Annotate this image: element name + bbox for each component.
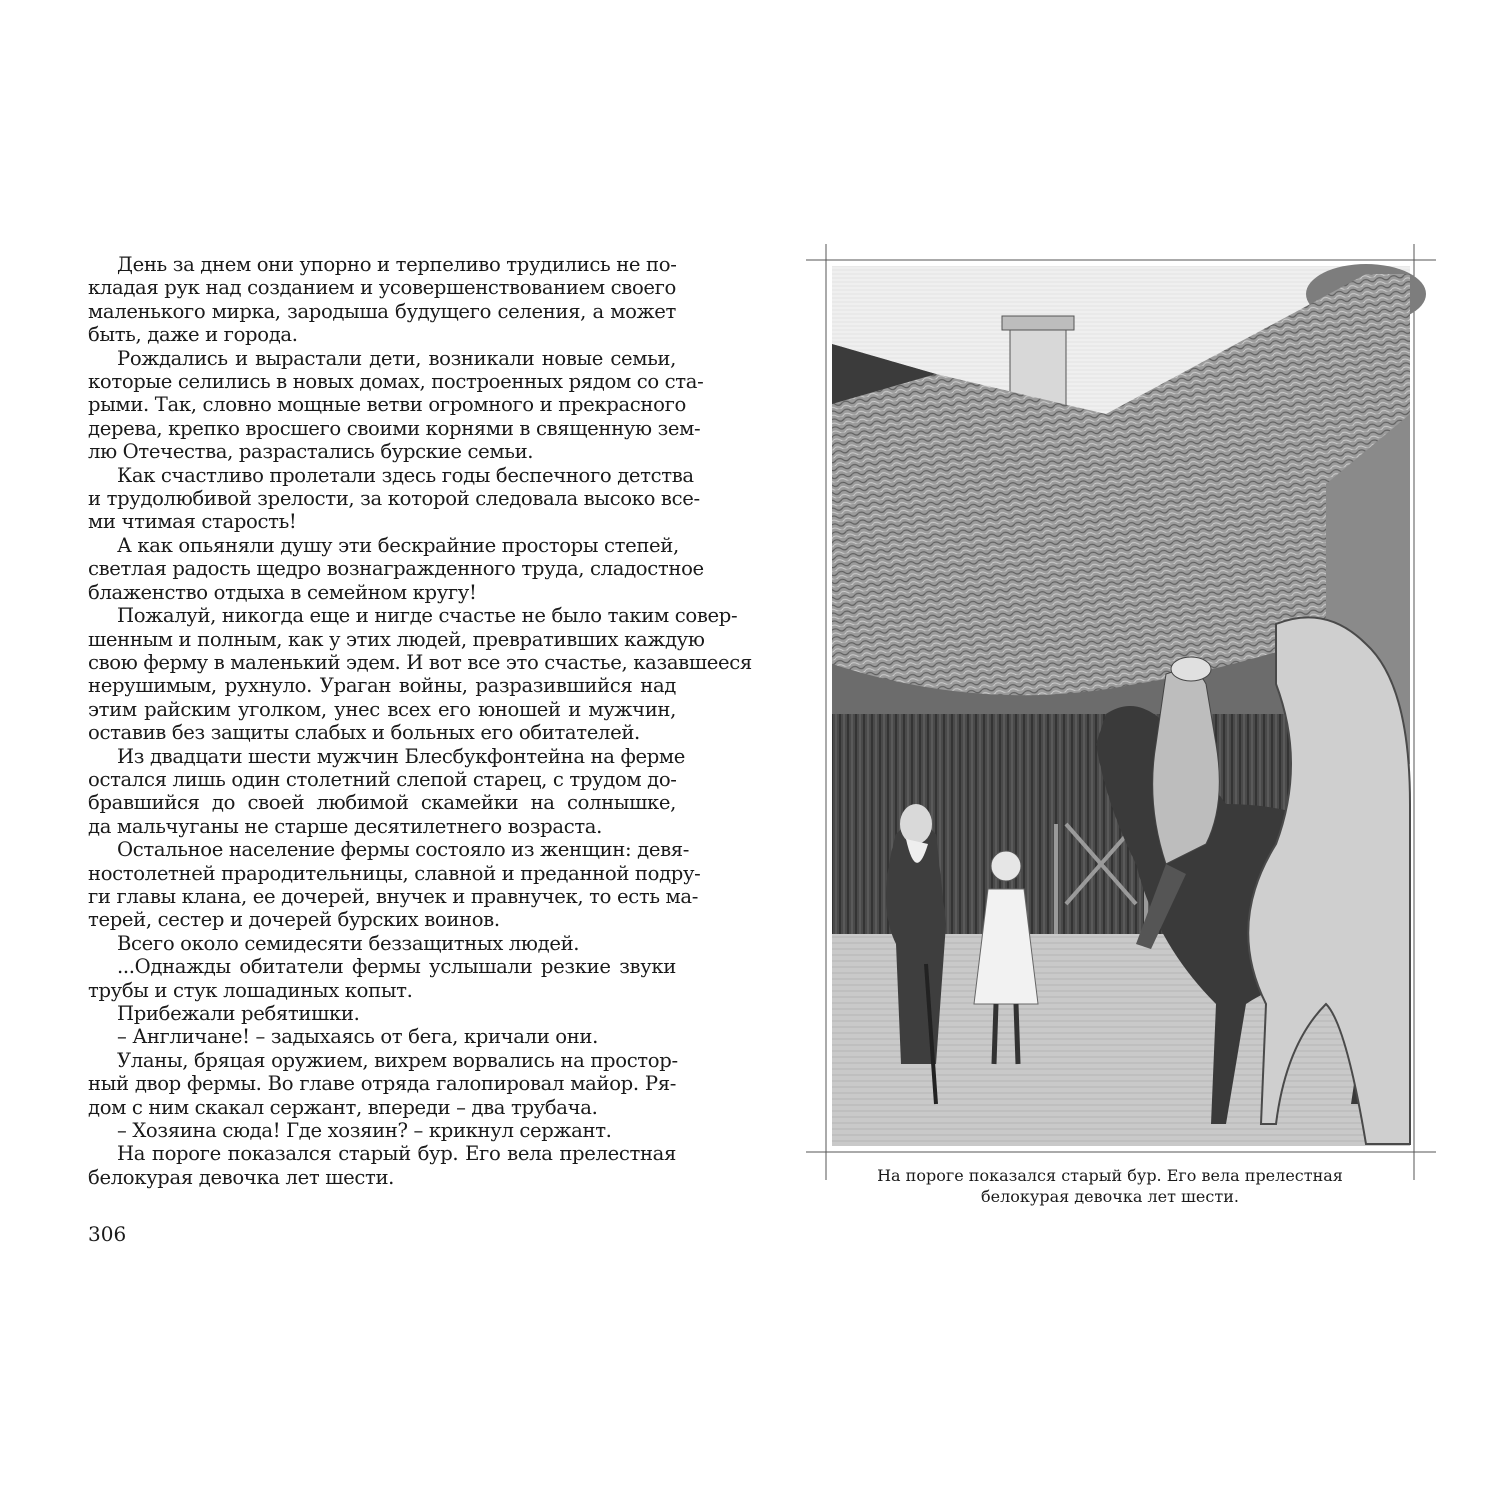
text-line: остался лишь один столетний слепой старец, с трудом до- bbox=[88, 767, 677, 791]
text-line: кладая рук над созданием и усовершенствованием своего bbox=[88, 276, 676, 300]
text-line: ми чтимая старость! bbox=[88, 510, 297, 534]
text-line: нерушимым, рухнуло. Ураган войны, разразившийся над bbox=[88, 674, 676, 698]
text-line: свою ферму в маленький эдем. И вот все это счастье, казавшееся bbox=[88, 650, 752, 674]
caption-line: белокурая девочка лет шести. bbox=[981, 1187, 1239, 1206]
paragraph bbox=[88, 955, 676, 1002]
text-line: быть, даже и города. bbox=[88, 323, 298, 347]
text-line: терей, сестер и дочерей бурских воинов. bbox=[88, 908, 500, 932]
caption-line: На пороге показался старый бур. Его вела прелестная bbox=[877, 1166, 1343, 1185]
text-line: Рождались и вырастали дети, возникали новые семьи, bbox=[117, 346, 676, 370]
text-line: которые селились в новых домах, построенных рядом со ста- bbox=[88, 370, 704, 394]
text-line: Прибежали ребятишки. bbox=[117, 1002, 360, 1025]
text-line: На пороге показался старый бур. Его вела прелестная bbox=[117, 1142, 676, 1166]
figure-caption bbox=[806, 1165, 1414, 1207]
text-line: маленького мирка, зародыша будущего селения, а может bbox=[88, 299, 676, 323]
text-line: дерева, крепко вросшего своими корнями в священную зем- bbox=[88, 416, 701, 440]
text-line: этим райским уголком, унес всех его юношей и мужчин, bbox=[88, 697, 676, 721]
text-line: белокурая девочка лет шести. bbox=[88, 1165, 395, 1189]
text-line: А как опьяняли душу эти бескрайние просторы степей, bbox=[117, 533, 679, 557]
paragraph bbox=[88, 1142, 676, 1189]
text-line: трубы и стук лошадиных копыт. bbox=[88, 978, 413, 1002]
text-line: Уланы, бряцая оружием, вихрем ворвались на простор- bbox=[117, 1048, 678, 1072]
text-line: Из двадцати шести мужчин Блесбукфонтейна на ферме bbox=[117, 744, 686, 768]
paragraph bbox=[88, 1002, 676, 1025]
page-number: 306 bbox=[88, 1222, 127, 1246]
text-line: Как счастливо пролетали здесь годы беспечного детства bbox=[117, 463, 694, 487]
text-line: бравшийся до своей любимой скамейки на солнышке, bbox=[88, 791, 676, 815]
paragraph bbox=[88, 533, 704, 604]
paragraph bbox=[88, 604, 752, 745]
paragraph bbox=[88, 346, 704, 464]
text-line: ги главы клана, ее дочерей, внучек и правнучек, то есть ма- bbox=[88, 884, 699, 908]
engraving-farm-scene-icon bbox=[806, 244, 1436, 1180]
paragraph bbox=[88, 253, 676, 347]
paragraph bbox=[88, 838, 701, 932]
left-page-text bbox=[88, 253, 752, 1189]
paragraph bbox=[88, 1025, 676, 1048]
text-line: – Хозяина сюда! Где хозяин? – крикнул сержант. bbox=[117, 1119, 612, 1143]
text-line: ...Однажды обитатели фермы услышали резкие звуки bbox=[117, 955, 676, 979]
text-line: Пожалуй, никогда еще и нигде счастье не было таким совер- bbox=[117, 604, 738, 628]
text-line: блаженство отдыха в семейном кругу! bbox=[88, 580, 477, 604]
paragraph bbox=[88, 744, 686, 839]
illustration bbox=[806, 244, 1436, 1180]
text-line: и трудолюбивой зрелости, за которой следовала высоко все- bbox=[88, 487, 700, 511]
paragraph bbox=[88, 1049, 676, 1119]
paragraph bbox=[88, 1119, 676, 1142]
text-line: дом с ним скакал сержант, впереди – два трубача. bbox=[88, 1095, 598, 1119]
text-line: Всего около семидесяти беззащитных людей. bbox=[117, 931, 580, 955]
text-line: лю Отечества, разрастались бурские семьи. bbox=[88, 440, 534, 464]
text-line: – Англичане! – задыхаясь от бега, кричали они. bbox=[117, 1025, 599, 1049]
text-line: да мальчуганы не старше десятилетнего возраста. bbox=[88, 814, 603, 838]
text-line: Остальное население фермы состояло из женщин: девя- bbox=[117, 838, 690, 862]
text-line: шенным и полным, как у этих людей, превративших каждую bbox=[88, 627, 705, 651]
text-line: День за днем они упорно и терпеливо трудились не по- bbox=[117, 253, 677, 276]
text-line: рыми. Так, словно мощные ветви огромного и прекрасного bbox=[88, 393, 686, 417]
paragraph bbox=[88, 463, 700, 534]
text-line: светлая радость щедро вознагражденного труда, сладостное bbox=[88, 557, 704, 581]
text-line: ный двор фермы. Во главе отряда галопировал майор. Ря- bbox=[88, 1072, 676, 1096]
paragraph bbox=[88, 932, 676, 955]
text-line: оставив без защиты слабых и больных его обитателей. bbox=[88, 721, 640, 745]
text-line: ностолетней прародительницы, славной и преданной подру- bbox=[88, 861, 701, 885]
